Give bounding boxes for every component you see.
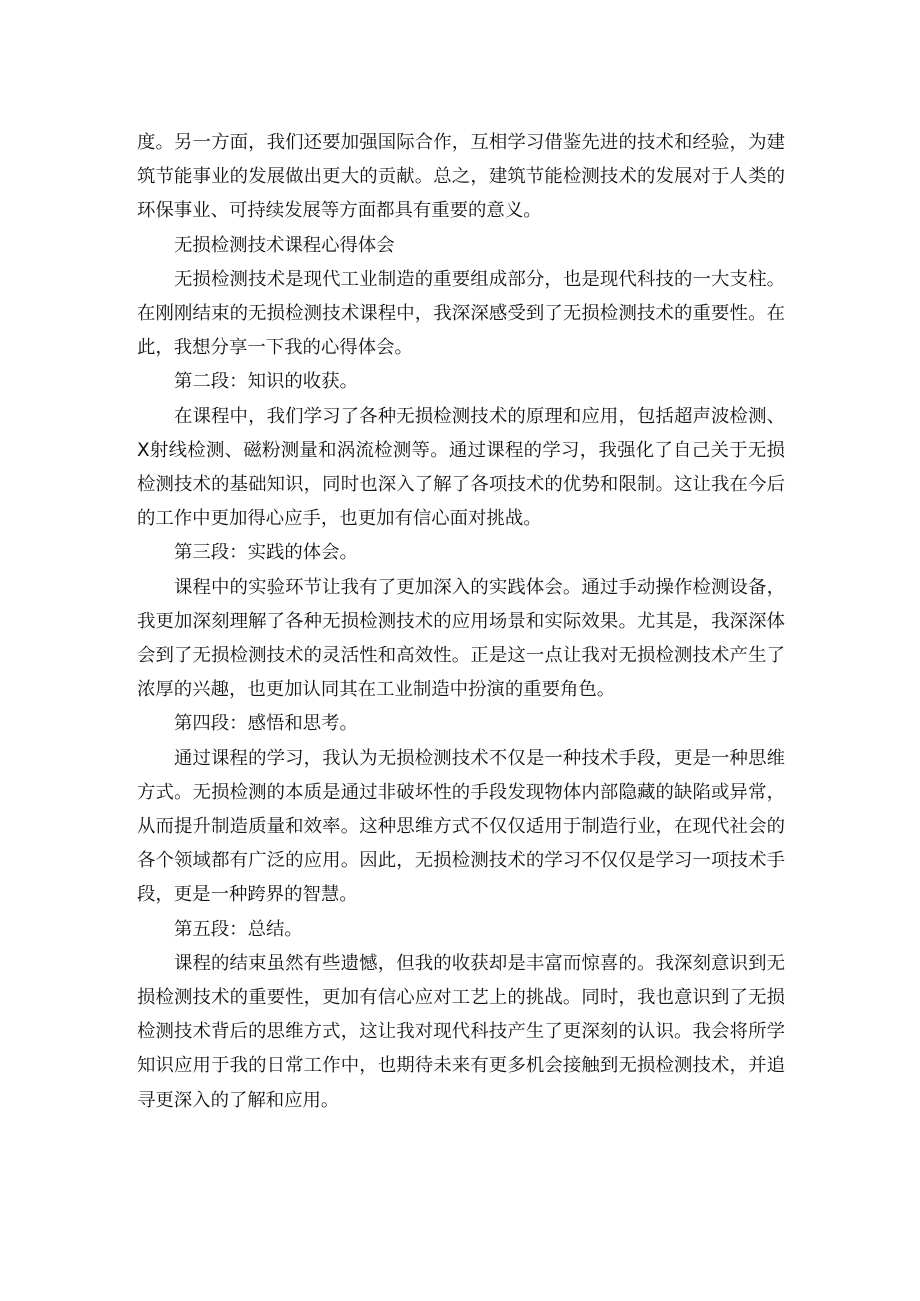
paragraph-practice: 课程中的实验环节让我有了更加深入的实践体会。通过手动操作检测设备，我更加深刻理解了各种无损检测技术的应用场景和实际效果。尤其是，我深深体会到了无损检测技术的灵活性和高效性。正是这一点让我对无损检测技术产生了浓厚的兴趣，也更加认同其在工业制造中扮演的重要角色。 — [137, 576, 785, 701]
paragraph-reflection: 通过课程的学习，我认为无损检测技术不仅是一种技术手段，更是一种思维方式。无损检测的本质是通过非破坏性的手段发现物体内部隐藏的缺陷或异常，从而提升制造质量和效率。这种思维方式不仅仅适用于制造行业，在现代社会的各个领域都有广泛的应用。因此，无损检测技术的学习不仅仅是学习一项技术手段，更是一种跨界的智慧。 — [137, 747, 785, 906]
section-heading-5: 第五段：总结。 — [174, 918, 303, 940]
paragraph-continued: 度。另一方面，我们还要加强国际合作，互相学习借鉴先进的技术和经验，为建筑节能事业的发展做出更大的贡献。总之，建筑节能检测技术的发展对于人类的环保事业、可持续发展等方面都具有重要的意义。 — [137, 132, 785, 222]
section-heading-4: 第四段：感悟和思考。 — [174, 713, 358, 735]
paragraph-summary: 课程的结束虽然有些遗憾，但我的收获却是丰富而惊喜的。我深刻意识到无损检测技术的重要性，更加有信心应对工艺上的挑战。同时，我也意识到了无损检测技术背后的思维方式，这让我对现代科技产生了更深刻的认识。我会将所学知识应用于我的日常工作中，也期待未来有更多机会接触到无损检测技术，并追寻更深入的了解和应用。 — [137, 952, 785, 1111]
article-title: 无损检测技术课程心得体会 — [174, 234, 395, 256]
paragraph-intro: 无损检测技术是现代工业制造的重要组成部分，也是现代科技的一大支柱。在刚刚结束的无损检测技术课程中，我深深感受到了无损检测技术的重要性。在此，我想分享一下我的心得体会。 — [137, 268, 785, 359]
section-heading-3: 第三段：实践的体会。 — [174, 542, 358, 564]
document-body — [137, 126, 785, 1118]
section-heading-2: 第二段：知识的收获。 — [174, 371, 358, 393]
paragraph-knowledge: 在课程中，我们学习了各种无损检测技术的原理和应用，包括超声波检测、X射线检测、磁粉测量和涡流检测等。通过课程的学习，我强化了自己关于无损检测技术的基础知识，同时也深入了解了各项技术的优势和限制。这让我在今后的工作中更加得心应手，也更加有信心面对挑战。 — [137, 405, 785, 530]
